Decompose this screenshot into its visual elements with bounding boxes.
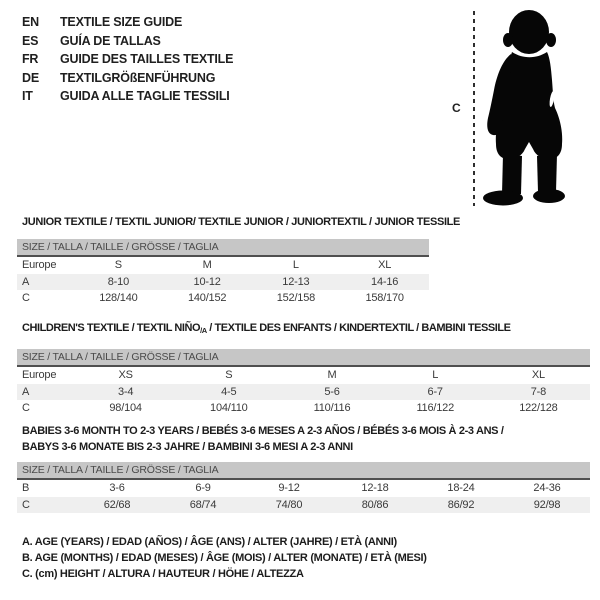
row-label: Europe bbox=[22, 369, 57, 382]
value-cell: 6-9 bbox=[195, 482, 211, 495]
row-label: Europe bbox=[22, 259, 57, 272]
title-line: BABIES 3-6 MONTH TO 2-3 YEARS / BEBÉS 3-6 MESES A 2-3 AÑOS / BÉBÉS 3-6 MOIS À 2-3 ANS / bbox=[22, 425, 504, 437]
row-label: C bbox=[22, 498, 30, 511]
title-text: CHILDREN'S TEXTILE / TEXTIL NIÑO bbox=[22, 322, 201, 334]
title-text: / TEXTILE DES ENFANTS / KINDERTEXTIL / BAMBINI TESSILE bbox=[206, 322, 511, 334]
language-row-it bbox=[22, 87, 233, 106]
size-cell: XL bbox=[531, 369, 545, 382]
value-cell: 98/104 bbox=[109, 402, 142, 415]
language-code: DE bbox=[22, 70, 39, 85]
row-label: B bbox=[22, 482, 30, 495]
value-cell: 10-12 bbox=[193, 275, 221, 288]
language-row-es bbox=[22, 32, 233, 51]
value-cell: 116/122 bbox=[416, 402, 454, 415]
language-row-en bbox=[22, 13, 233, 32]
value-cell: 3-6 bbox=[109, 482, 125, 495]
value-cell: 128/140 bbox=[99, 292, 138, 305]
size-header-row: SIZE / TALLA / TAILLE / GRÖSSE / TAGLIA bbox=[17, 239, 429, 257]
language-row-de bbox=[22, 69, 233, 88]
language-code: FR bbox=[22, 52, 39, 67]
value-cell: 68/74 bbox=[189, 498, 217, 511]
toddler-silhouette-icon bbox=[481, 6, 577, 208]
value-cell: 18-24 bbox=[447, 482, 475, 495]
value-cell: 4-5 bbox=[221, 385, 237, 398]
children-table bbox=[17, 349, 590, 417]
table-row-age-months bbox=[17, 480, 590, 497]
value-cell: 74/80 bbox=[275, 498, 303, 511]
value-cell: 158/170 bbox=[365, 292, 404, 305]
size-cell: XL bbox=[378, 259, 392, 272]
value-cell: 6-7 bbox=[427, 385, 443, 398]
language-label: GUIDE DES TAILLES TEXTILE bbox=[60, 52, 234, 67]
title-subscript: /A bbox=[200, 326, 207, 335]
value-cell: 62/68 bbox=[103, 498, 131, 511]
footnote-a: A. AGE (YEARS) / EDAD (AÑOS) / ÂGE (ANS) / ALTER (JAHRE) / ETÀ (ANNI) bbox=[22, 536, 397, 548]
babies-table bbox=[17, 462, 590, 513]
size-cell: XS bbox=[118, 369, 133, 382]
value-cell: 3-4 bbox=[117, 385, 134, 398]
height-measure-label: C bbox=[452, 101, 461, 115]
language-code: EN bbox=[22, 15, 39, 30]
size-cell: S bbox=[114, 259, 122, 272]
height-measure-dashed-line bbox=[473, 11, 475, 206]
value-cell: 80/86 bbox=[361, 498, 389, 511]
language-label: GUIDA ALLE TAGLIE TESSILI bbox=[60, 89, 230, 104]
value-cell: 14-16 bbox=[371, 275, 399, 288]
table-row-age bbox=[17, 274, 429, 291]
table-row-height bbox=[17, 497, 590, 514]
size-header-row: SIZE / TALLA / TAILLE / GRÖSSE / TAGLIA bbox=[17, 349, 590, 367]
babies-table-title bbox=[22, 424, 504, 456]
junior-table bbox=[17, 239, 429, 307]
language-code: IT bbox=[22, 89, 33, 104]
table-row-height bbox=[17, 290, 429, 307]
value-cell: 8-10 bbox=[107, 275, 129, 288]
row-label: A bbox=[22, 275, 30, 288]
value-cell: 92/98 bbox=[533, 498, 561, 511]
row-label: A bbox=[22, 385, 30, 398]
junior-table-title: JUNIOR TEXTILE / TEXTIL JUNIOR/ TEXTILE JUNIOR / JUNIORTEXTIL / JUNIOR TESSILE bbox=[22, 216, 461, 228]
value-cell: 86/92 bbox=[447, 498, 475, 511]
value-cell: 104/110 bbox=[210, 402, 248, 415]
size-header-row: SIZE / TALLA / TAILLE / GRÖSSE / TAGLIA bbox=[17, 462, 590, 480]
value-cell: 122/128 bbox=[519, 402, 558, 415]
value-cell: 110/116 bbox=[313, 402, 351, 415]
language-label: TEXTILGRÖßENFÜHRUNG bbox=[60, 70, 216, 85]
table-row-age bbox=[17, 384, 590, 401]
value-cell: 12-13 bbox=[282, 275, 310, 288]
size-cell: L bbox=[292, 259, 299, 272]
title-line: BABYS 3-6 MONATE BIS 2-3 JAHRE / BAMBINI 3-6 MESI A 2-3 ANNI bbox=[22, 440, 353, 453]
children-table-title bbox=[22, 322, 511, 335]
row-label: C bbox=[22, 292, 30, 305]
size-cell: S bbox=[225, 369, 233, 382]
size-cell: M bbox=[327, 369, 337, 382]
language-code: ES bbox=[22, 33, 39, 48]
table-row-europe bbox=[17, 367, 590, 384]
value-cell: 7-8 bbox=[530, 385, 547, 398]
language-list bbox=[22, 13, 233, 106]
language-row-fr bbox=[22, 50, 233, 69]
table-row-height bbox=[17, 400, 590, 417]
value-cell: 5-6 bbox=[324, 385, 340, 398]
value-cell: 12-18 bbox=[361, 482, 389, 495]
size-cell: M bbox=[202, 259, 212, 272]
language-label: TEXTILE SIZE GUIDE bbox=[60, 15, 183, 30]
footnote-b: B. AGE (MONTHS) / EDAD (MESES) / ÂGE (MOIS) / ALTER (MONATE) / ETÀ (MESI) bbox=[22, 551, 427, 564]
value-cell: 24-36 bbox=[533, 482, 561, 495]
footnotes bbox=[22, 535, 427, 582]
language-label: GUÍA DE TALLAS bbox=[60, 33, 161, 48]
value-cell: 9-12 bbox=[278, 482, 300, 495]
size-cell: L bbox=[432, 369, 439, 382]
value-cell: 152/158 bbox=[276, 292, 316, 305]
row-label: C bbox=[22, 402, 30, 415]
table-row-europe bbox=[17, 257, 429, 274]
value-cell: 140/152 bbox=[187, 292, 227, 305]
footnote-c: C. (cm) HEIGHT / ALTURA / HAUTEUR / HÖHE / ALTEZZA bbox=[22, 567, 304, 580]
